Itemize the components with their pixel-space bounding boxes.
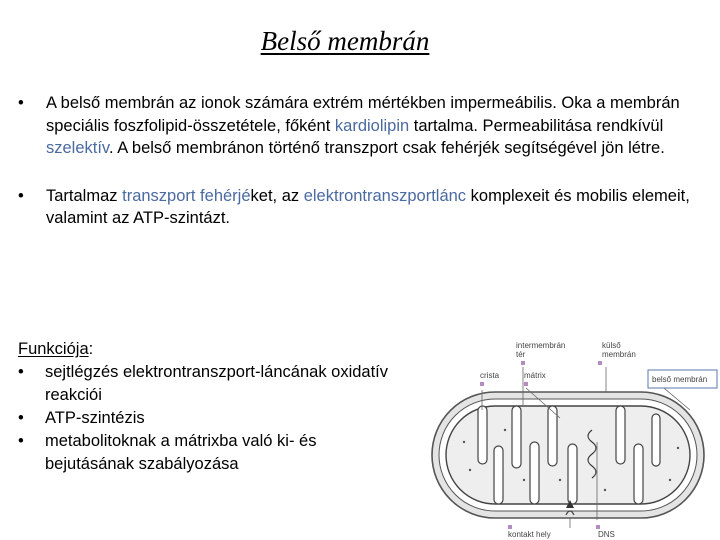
function-item-text: ATP-szintézis bbox=[45, 409, 145, 427]
bullet-dot: • bbox=[18, 363, 24, 381]
crista-fold bbox=[530, 442, 539, 504]
highlighted-term: szelektív bbox=[46, 139, 109, 157]
label-intermembrane-2: tér bbox=[516, 350, 526, 359]
bullet-item bbox=[18, 185, 708, 230]
function-item-text: metabolitoknak a mátrixba való ki- és bejutásának szabályozása bbox=[45, 432, 317, 473]
slide-title: Belső membrán bbox=[260, 26, 430, 56]
function-item bbox=[18, 430, 398, 476]
label-crista: crista bbox=[480, 371, 500, 380]
text-run: tartalma. Permeabilitása rendkívül bbox=[409, 116, 664, 135]
label-marker bbox=[598, 361, 602, 365]
label-outer-2: membrán bbox=[602, 350, 636, 359]
function-heading bbox=[18, 338, 398, 361]
bullet-dot: • bbox=[18, 186, 24, 205]
label-matrix: mátrix bbox=[524, 371, 546, 380]
text-run: komplexeit és mobilis elemeit, valamint az ATP-szintázt. bbox=[46, 186, 690, 227]
mitochondrion-figure bbox=[420, 330, 720, 540]
label-marker bbox=[524, 382, 528, 386]
highlighted-term: elektrontranszportlánc bbox=[303, 186, 467, 205]
label-inner: belső membrán bbox=[652, 375, 708, 384]
bullet-dot: • bbox=[18, 432, 24, 450]
crista-fold bbox=[478, 406, 487, 464]
bullet-dot: • bbox=[18, 409, 24, 427]
function-item-text: sejtlégzés elektrontranszport-láncának oxidatív reakciói bbox=[45, 363, 389, 404]
function-item bbox=[18, 407, 398, 430]
label-marker bbox=[508, 525, 512, 529]
label-marker bbox=[521, 361, 525, 365]
text-run: . A belső membránon történő transzport csak fehérjék segítségével jön létre. bbox=[108, 139, 665, 157]
label-dna: DNS bbox=[598, 530, 615, 539]
label-marker bbox=[596, 525, 600, 529]
label-marker bbox=[480, 382, 484, 386]
function-section bbox=[18, 338, 398, 476]
mitochondrion-diagram bbox=[420, 330, 720, 540]
crista-fold bbox=[494, 446, 503, 504]
bullet-dot: • bbox=[18, 94, 24, 112]
label-intermembrane: intermembrán bbox=[516, 341, 566, 350]
bullet-item bbox=[18, 92, 708, 160]
crista-fold bbox=[512, 406, 521, 468]
function-item bbox=[18, 361, 398, 407]
crista-fold bbox=[634, 444, 643, 504]
crista-fold bbox=[652, 414, 660, 466]
label-outer: külső bbox=[602, 341, 621, 350]
crista-fold bbox=[548, 406, 557, 466]
text-run: A belső membrán az ionok számára extrém mértékben impermeábilis. Oka a membrán speciális foszfolipid-összetétele, főként bbox=[46, 94, 680, 135]
function-colon: : bbox=[88, 340, 94, 358]
crista-fold bbox=[568, 444, 577, 504]
highlighted-term: kardiolipin bbox=[334, 116, 410, 135]
function-title: Funkciója bbox=[18, 340, 89, 358]
crista-fold bbox=[616, 406, 625, 464]
label-contact: kontakt hely bbox=[508, 530, 551, 539]
bullet-list bbox=[18, 92, 708, 230]
text-run: ket, az bbox=[250, 186, 304, 205]
text-run: Tartalmaz bbox=[46, 186, 123, 205]
highlighted-term: transzport fehérjé bbox=[122, 186, 251, 205]
